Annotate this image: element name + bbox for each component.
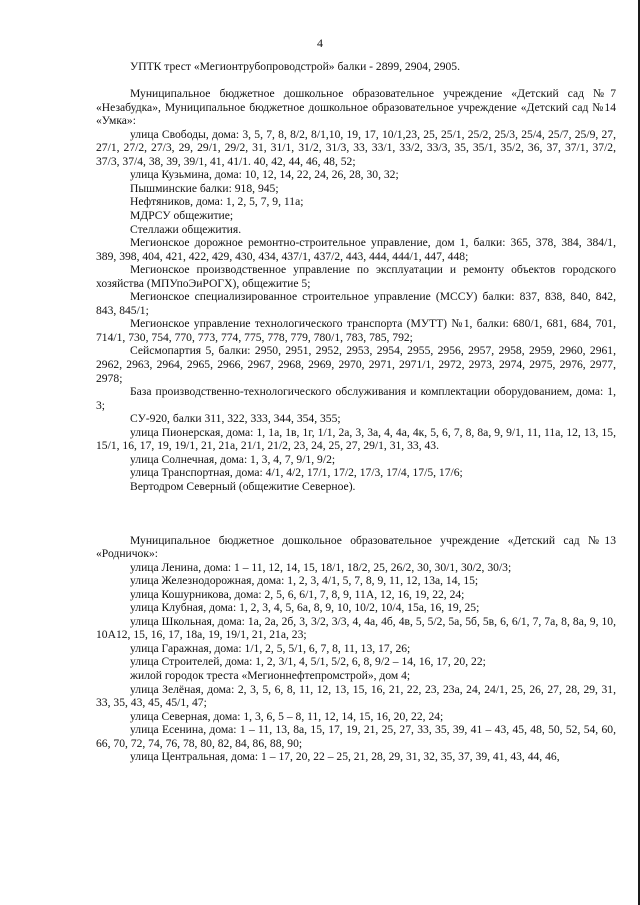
paragraph: Мегионское управление технологического транспорта (МУТТ) №1, балки: 680/1, 681, 684, 701, 714/1, 730, 754, 770, 773, 774, 775, 778, 779, 780/1, 783, 785, 792; bbox=[96, 317, 616, 344]
paragraph: Муниципальное бюджетное дошкольное образовательное учреждение «Детский сад №7 «Незабудка», Муниципальное бюджетное дошкольное образовательное учреждение «Детский сад №14 «Умка»: bbox=[96, 87, 616, 128]
paragraph: База производственно-технологического обслуживания и комплектации оборудованием, дома: 1, 3; bbox=[96, 385, 616, 412]
paragraph: улица Солнечная, дома: 1, 3, 4, 7, 9/1, 9/2; bbox=[130, 452, 336, 466]
paragraph: МДРСУ общежитие; bbox=[130, 209, 234, 223]
paragraph: Пышминские балки: 918, 945; bbox=[130, 181, 279, 195]
paragraph: жилой городок треста «Мегионнефтепромстрой», дом 4; bbox=[130, 668, 411, 682]
paragraph: улица Пионерская, дома: 1, 1а, 1в, 1г, 1/1, 2а, 3, 3а, 4, 4а, 4к, 5, 6, 7, 8, 8а, 9, 9/1, 11, 11а, 12, 13, 15, 15/1, 16, 17, 19, 19/1, 21, 21а, 21/1, 21/2, 23, 24, 25, 27, 29/1, 31, 33, 43. bbox=[96, 425, 616, 453]
paragraph: Мегионское дорожное ремонтно-строительное управление, дом 1, балки: 365, 378, 384, 384/1, 389, 398, 404, 421, 422, 429, 430, 434, 437/1, 437/2, 443, 444, 444/1, 447, 448; bbox=[96, 236, 616, 263]
paragraph: улица Кошурникова, дома: 2, 5, 6, 6/1, 7, 8, 9, 11А, 12, 16, 19, 22, 24; bbox=[130, 587, 465, 601]
paragraph: улица Клубная, дома: 1, 2, 3, 4, 5, 6а, 8, 9, 10, 10/2, 10/4, 15а, 16, 19, 25; bbox=[130, 601, 480, 615]
paragraph: Вертодром Северный (общежитие Северное). bbox=[130, 479, 356, 493]
paragraph: улица Ленина, дома: 1 – 11, 12, 14, 15, 18/1, 18/2, 25, 26/2, 30, 30/1, 30/2, 30/3; bbox=[130, 560, 512, 574]
document-body bbox=[96, 60, 616, 764]
paragraph: улица Железнодорожная, дома: 1, 2, 3, 4/1, 5, 7, 8, 9, 11, 12, 13а, 14, 15; bbox=[130, 574, 479, 588]
paragraph: Муниципальное бюджетное дошкольное образовательное учреждение «Детский сад №13 «Родничок»: bbox=[96, 533, 616, 561]
paragraph: улица Гаражная, дома: 1/1, 2, 5, 5/1, 6, 7, 8, 11, 13, 17, 26; bbox=[130, 641, 411, 655]
paragraph: СУ-920, балки 311, 322, 333, 344, 354, 355; bbox=[130, 412, 341, 426]
paragraph: улица Зелёная, дома: 2, 3, 5, 6, 8, 11, 12, 13, 15, 16, 21, 22, 23, 23а, 24, 24/1, 25, 26, 27, 28, 29, 31, 33, 35, 43, 45, 45/1, 47; bbox=[96, 682, 616, 710]
paragraph: улица Северная, дома: 1, 3, 6, 5 – 8, 11, 12, 14, 15, 16, 20, 22, 24; bbox=[130, 709, 444, 723]
page-number: 4 bbox=[317, 36, 323, 50]
paragraph: улица Есенина, дома: 1 – 11, 13, 8а, 15, 17, 19, 21, 25, 27, 33, 35, 39, 41 – 43, 45, 48, 50, 52, 54, 60, 66, 70, 72, 74, 76, 78, 80, 82, 84, 86, 88, 90; bbox=[96, 723, 616, 750]
paragraph: Стеллажи общежития. bbox=[130, 222, 242, 236]
paragraph: Сейсмопартия 5, балки: 2950, 2951, 2952, 2953, 2954, 2955, 2956, 2957, 2958, 2959, 2960, 2961, 2962, 2963, 2964, 2965, 2966, 2967, 2968, 2969, 2970, 2971, 2971/1, 2972, 2973, 2974, 2975, 2976, 2977, 2978; bbox=[96, 344, 616, 385]
paragraph: улица Транспортная, дома: 4/1, 4/2, 17/1, 17/2, 17/3, 17/4, 17/5, 17/6; bbox=[130, 466, 463, 480]
paragraph: улица Кузьмина, дома: 10, 12, 14, 22, 24, 26, 28, 30, 32; bbox=[130, 168, 399, 182]
paragraph-gap bbox=[96, 74, 616, 88]
paragraph: Нефтяников, дома: 1, 2, 5, 7, 9, 11а; bbox=[130, 195, 304, 209]
paragraph: УПТК трест «Мегионтрубопроводстрой» балки - 2899, 2904, 2905. bbox=[130, 60, 460, 73]
paragraph: Мегионское специализированное строительное управление (МССУ) балки: 837, 838, 840, 842, 843, 845/1; bbox=[96, 290, 616, 317]
paragraph: улица Школьная, дома: 1а, 2а, 2б, 3, 3/2, 3/3, 4, 4а, 4б, 4в, 5, 5/2, 5а, 5б, 5в, 6, 6/1, 7, 7а, 8, 8а, 9, 10, 10А12, 15, 16, 17, 18а, 19, 19/1, 21, 21а, 23; bbox=[96, 614, 616, 642]
paragraph-gap bbox=[96, 494, 616, 534]
paragraph: улица Свободы, дома: 3, 5, 7, 8, 8/2, 8/1,10, 19, 17, 10/1,23, 25, 25/1, 25/2, 25/3, 25/4, 25/7, 25/9, 27, 27/1, 27/2, 27/3, 29, 29/1, 29/2, 31, 31/1, 31/2, 31/3, 33, 33/1, 33/2, 33/3, 35, 35/1, 35/2, 36, 37, 37/1, 37/2, 37/3, 37/4, 38, 39, 39/1, 41, 41/1. 40, 42, 44, 46, 48, 52; bbox=[96, 127, 616, 168]
paragraph: улица Строителей, дома: 1, 2, 3/1, 4, 5/1, 5/2, 6, 8, 9/2 – 14, 16, 17, 20, 22; bbox=[130, 655, 486, 669]
paragraph: Мегионское производственное управление по эксплуатации и ремонту объектов городского хозяйства (МПУпоЭиРОГХ), общежитие 5; bbox=[96, 263, 616, 290]
paragraph: улица Центральная, дома: 1 – 17, 20, 22 – 25, 21, 28, 29, 31, 32, 35, 37, 39, 41, 43, 44, 46, bbox=[130, 750, 560, 764]
